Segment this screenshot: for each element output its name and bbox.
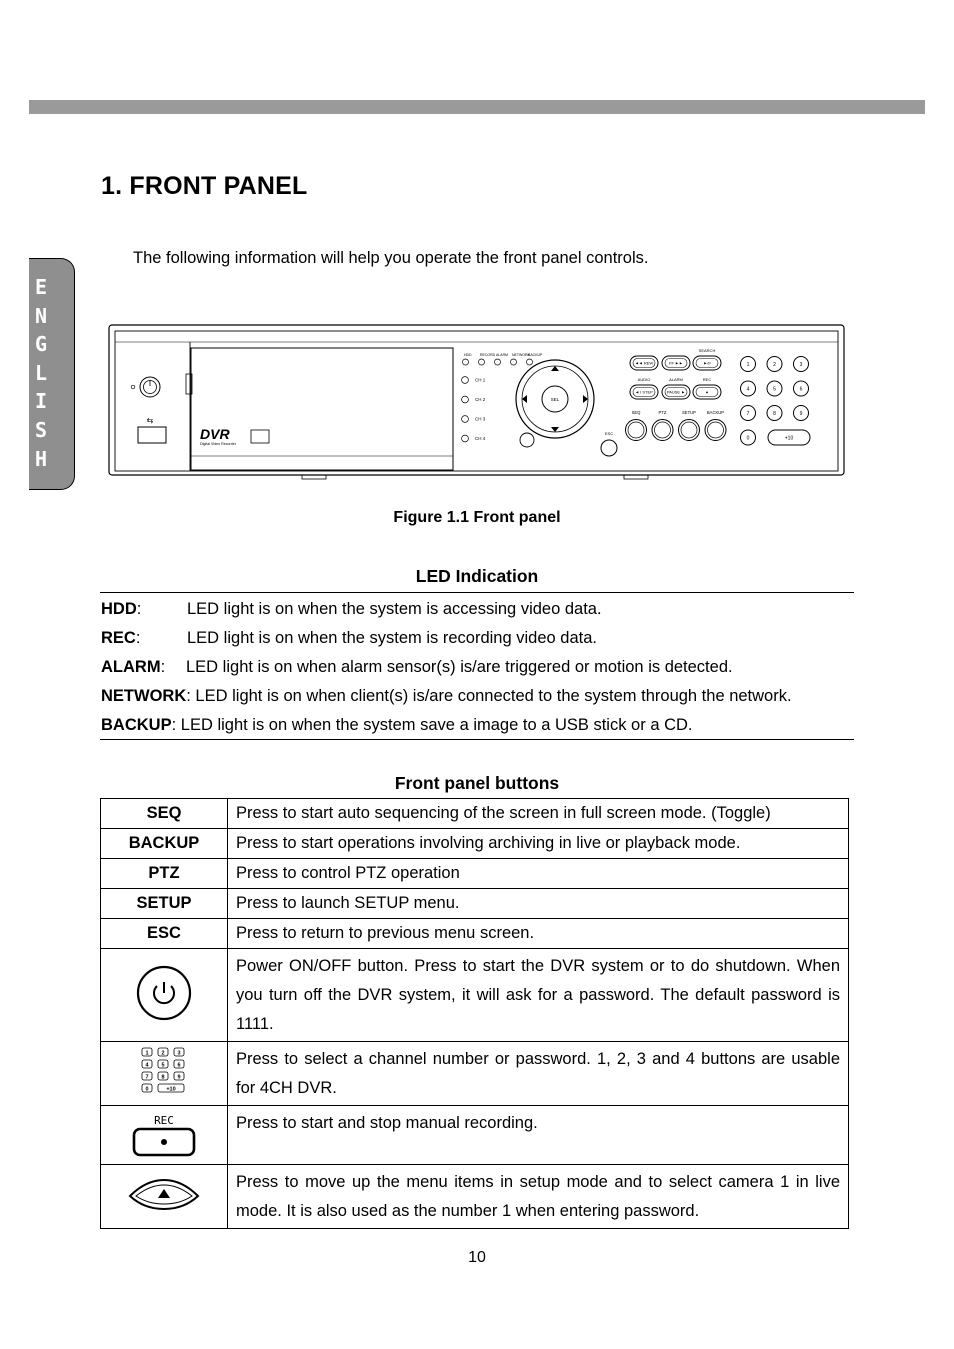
buttons-section-heading: Front panel buttons	[394, 773, 560, 793]
led-section-heading: LED Indication	[415, 566, 539, 586]
numpad-key-label: 8	[773, 411, 776, 417]
led-colon: :	[136, 600, 142, 618]
button-table-row	[101, 949, 849, 1042]
rec-icon-label: REC	[154, 1113, 174, 1127]
button-table-row	[101, 1106, 849, 1165]
button-description: Press to control PTZ operation	[228, 859, 849, 889]
header-bar	[29, 100, 925, 114]
button-description: Press to move up the menu items in setup mode and to select camera 1 in live mode. It is also used as the number 1 when entering password.	[228, 1165, 849, 1229]
button-table-row	[101, 889, 849, 919]
channel-label: CH 2	[475, 397, 486, 402]
led-colon: :	[186, 687, 191, 705]
rec-label: REC	[702, 377, 712, 382]
button-description: Press to start auto sequencing of the screen in full screen mode. (Toggle)	[228, 799, 849, 829]
svg-text:⇆: ⇆	[146, 416, 154, 425]
control-button-label: ◄◄ REW	[634, 360, 654, 366]
language-side-tab	[29, 258, 75, 490]
button-table-row	[101, 859, 849, 889]
led-desc: LED light is on when the system is recording video data.	[187, 629, 597, 647]
svg-text:3: 3	[177, 1050, 181, 1057]
page-number: 10	[468, 1249, 486, 1266]
led-term: BACKUP	[101, 716, 172, 734]
button-key: ESC	[101, 919, 228, 949]
button-table-row	[101, 1042, 849, 1106]
power-icon	[101, 949, 228, 1042]
button-key: BACKUP	[101, 829, 228, 859]
led-bottom-rule	[100, 739, 854, 740]
numpad-key-label: 6	[799, 386, 803, 393]
numpad-key-label: 0	[746, 435, 750, 442]
control-button-label: PAUSE ►	[666, 389, 686, 395]
svg-text:5: 5	[161, 1062, 165, 1069]
dvr-logo-subtitle: Digital Video Recorder	[200, 442, 236, 446]
search-label: SEARCH	[698, 348, 716, 353]
led-item	[101, 596, 861, 625]
svg-text:1: 1	[145, 1050, 149, 1057]
alarm-label: ALARM	[669, 377, 683, 382]
numpad-icon	[101, 1042, 228, 1106]
numpad-key-label: +10	[784, 435, 794, 442]
numpad-key-label: 5	[773, 386, 776, 393]
led-item	[101, 712, 861, 741]
button-description: Press to return to previous menu screen.	[228, 919, 849, 949]
button-table-row	[101, 1165, 849, 1229]
button-description: Press to launch SETUP menu.	[228, 889, 849, 919]
svg-text:2: 2	[161, 1050, 165, 1057]
button-description: Press to start and stop manual recording.	[228, 1106, 849, 1165]
svg-text:6: 6	[177, 1062, 181, 1069]
numpad-key-label: 2	[773, 362, 776, 368]
numpad-key-label: 4	[746, 386, 750, 393]
led-label: NETWORK	[512, 353, 530, 357]
svg-text:7: 7	[145, 1074, 149, 1081]
led-item	[101, 654, 861, 683]
numpad-key-label: 9	[799, 411, 803, 417]
led-item	[101, 683, 861, 712]
esc-label: ESC	[604, 431, 614, 436]
led-term: REC	[101, 629, 136, 647]
button-table-row	[101, 829, 849, 859]
control-button-label: FF ►►	[669, 360, 683, 366]
intro-text: The following information will help you operate the front panel controls.	[133, 249, 649, 267]
sel-button[interactable]: SEL	[550, 397, 560, 402]
bottom-button-label: PTZ	[658, 410, 667, 415]
led-desc: LED light is on when the system is accessing video data.	[187, 600, 602, 618]
led-colon: :	[171, 716, 177, 734]
led-desc: LED light is on when alarm sensor(s) is/are triggered or motion is detected.	[186, 658, 733, 676]
dvr-logo: DVR	[200, 426, 230, 442]
button-key: SETUP	[101, 889, 228, 919]
button-table-row	[101, 799, 849, 829]
front-panel-figure	[104, 320, 850, 485]
svg-text:0: 0	[145, 1086, 149, 1093]
side-tab-letters: E N G L I S H	[34, 275, 48, 471]
button-description: Press to start operations involving archiving in live or playback mode.	[228, 829, 849, 859]
page-title: 1. FRONT PANEL	[101, 172, 308, 200]
bottom-button-label: SEQ	[631, 410, 641, 415]
led-item	[101, 625, 861, 654]
button-key: SEQ	[101, 799, 228, 829]
control-button-label: ◄ I STEP	[635, 389, 653, 395]
bottom-button-label: SETUP	[682, 410, 696, 415]
numpad-key-label: 7	[746, 411, 750, 417]
led-term: HDD	[101, 600, 137, 618]
svg-text:+10: +10	[166, 1086, 176, 1093]
led-term: NETWORK	[101, 687, 187, 705]
button-key: PTZ	[101, 859, 228, 889]
channel-label: CH 3	[475, 416, 486, 422]
button-table-row	[101, 919, 849, 949]
led-label: ALARM	[496, 353, 509, 357]
led-desc: LED light is on when client(s) is/are connected to the system through the network.	[190, 687, 792, 705]
led-term: ALARM	[101, 658, 161, 676]
led-desc: LED light is on when the system save a image to a USB stick or a CD.	[176, 716, 693, 734]
led-label: HDD	[464, 353, 472, 357]
led-indication-list	[101, 596, 861, 741]
led-label: BACKUP	[528, 353, 543, 357]
led-top-rule	[100, 592, 854, 593]
led-colon: :	[160, 658, 166, 676]
channel-label: CH 4	[475, 436, 486, 441]
channel-label: CH 1	[475, 377, 486, 383]
up-arrow-icon	[101, 1165, 228, 1229]
figure-caption: Figure 1.1 Front panel	[393, 509, 561, 526]
front-panel-buttons-table	[100, 798, 849, 1229]
control-button-label: ►/II	[703, 360, 711, 366]
audio-label: AUDIO	[637, 377, 651, 382]
control-button-label: ●	[705, 389, 709, 395]
button-description: Press to select a channel number or password. 1, 2, 3 and 4 buttons are usable for 4CH DVR.	[228, 1042, 849, 1106]
svg-text:4: 4	[145, 1062, 149, 1069]
led-label: RECORD	[480, 353, 496, 357]
svg-text:9: 9	[177, 1074, 181, 1081]
svg-text:8: 8	[161, 1074, 165, 1081]
button-description: Power ON/OFF button. Press to start the DVR system or to do shutdown. When you turn off the DVR system, it will ask for a password. The default password is 1111.	[228, 949, 849, 1042]
numpad-key-label: 1	[746, 362, 750, 368]
numpad-key-label: 3	[799, 362, 803, 368]
rec-button-icon	[101, 1106, 228, 1165]
led-colon: :	[135, 629, 141, 647]
bottom-button-label: BACKUP	[706, 410, 725, 415]
